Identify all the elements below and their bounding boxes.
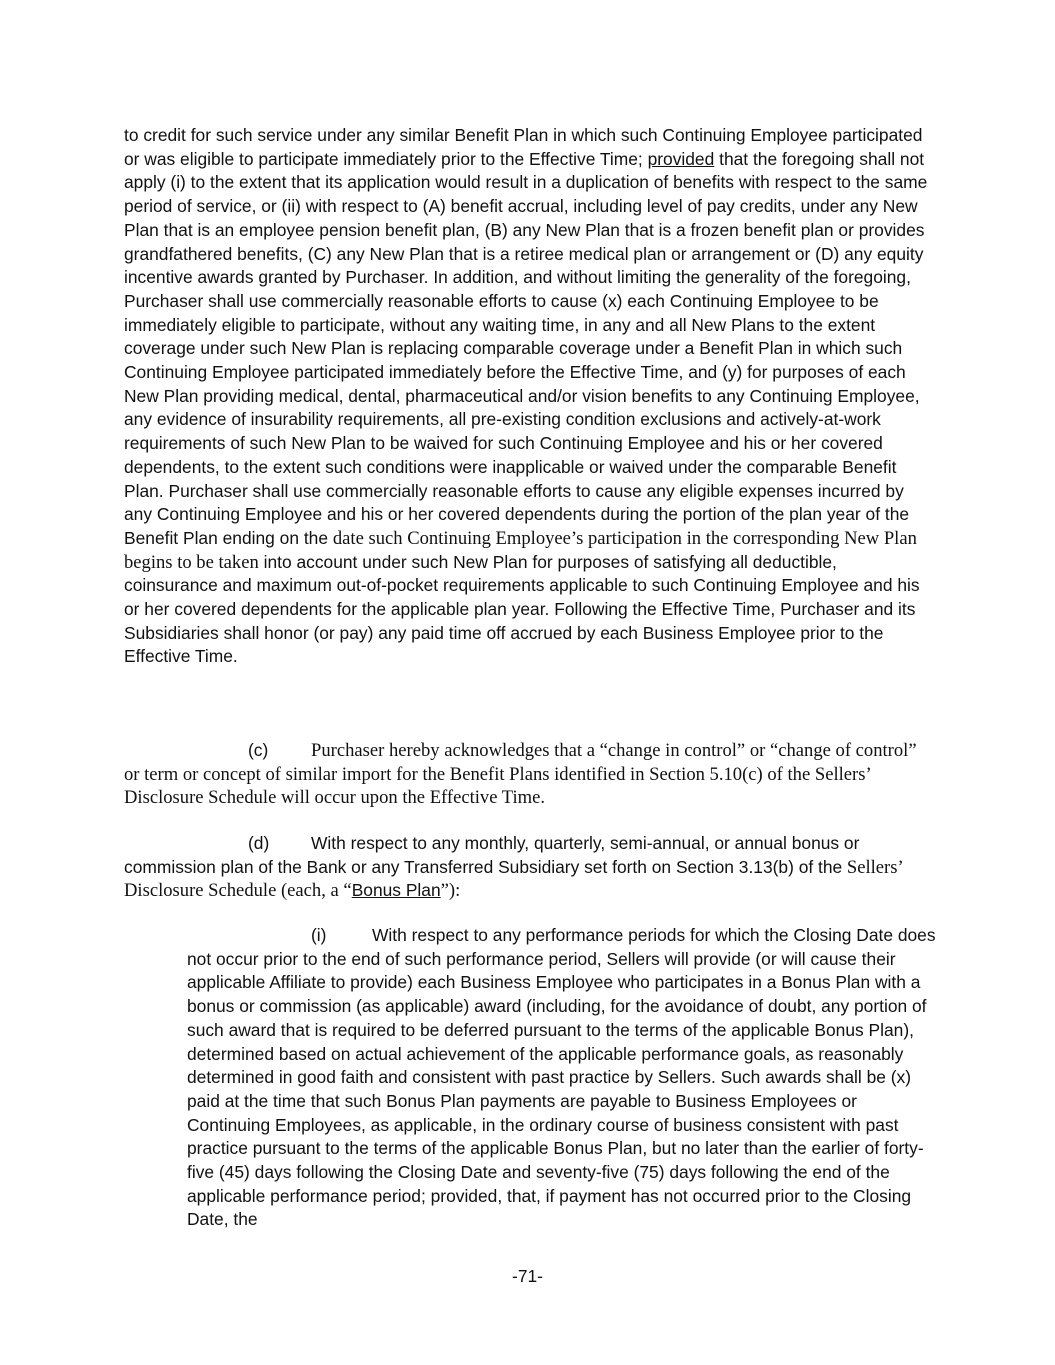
paragraph-text: that the foregoing shall not apply (i) to the extent that its application would result in a duplication of benefits with respect to the same period of service, or (ii) with respect to (A) benefit accrual, including level of pay credits, under any New Plan that is an employee pension benefit plan, (B) any New Plan that is a frozen benefit plan or provides grandfathered benefits, (C) any New Plan that is a retiree medical plan or arrangement or (D) any equity incentive awards granted by Purchaser. In addition, and without limiting the generality of the foregoing, Purchaser shall use commercially reasonable efforts to cause (x) each Continuing Employee to be immediately eligible to participate, without any waiting time, in any and all New Plans to the extent coverage under such New Plan is replacing comparable coverage under a Benefit Plan in which such Continuing Employee participated immediately before the Effective Time, and (y) for purposes of each New Plan providing medical, dental, pharmaceutical and/or vision benefits to any Continuing Employee, any evidence of insurability requirements, all pre-existing condition exclusions and actively-at-work requirements of such New Plan to be waived for such Continuing Employee and his or her covered dependents, to the extent such conditions were inapplicable or waived under the comparable Benefit Plan. Purchaser shall use commercially reasonable efforts to cause any eligible expenses incurred by any Continuing Employee and his or her covered dependents during the portion of the plan year of the Benefit Plan ending on the (124, 148, 928, 548)
paragraph-c-change-in-control (124, 739, 932, 810)
paragraph-text-serif: date such Continuing Employee’s participation in the corresponding New Plan begins to be taken (124, 527, 917, 573)
paragraph-benefit-plan-service-credit (124, 124, 932, 669)
paragraph-text: Purchaser hereby acknowledges that a “change in control” or “change of control” or term or concept of similar import for the Benefit Plans identified in Section 5.10(c) of the Sellers’ Disclosure Schedule will occur upon the Effective Time. (124, 740, 917, 809)
page-number: -71- (512, 1266, 543, 1286)
provided-term: provided (647, 148, 715, 169)
bonus-plan-defined-term: Bonus Plan (351, 880, 441, 901)
section-marker-c: (c) (248, 740, 269, 760)
section-marker-d: (d) (248, 833, 270, 853)
paragraph-text-serif: ”): (440, 880, 461, 902)
paragraph-text: With respect to any performance periods for which the Closing Date does not occur prior to the end of such performance period, Sellers will provide (or will cause their applicable Affiliate to provide) each Business Employee who participates in a Bonus Plan with a bonus or commission (as applicable) award (including, for the avoidance of doubt, any portion of such award that is required to be deferred pursuant to the terms of the applicable Bonus Plan), determined based on actual achievement of the applicable performance goals, as reasonably determined in good faith and consistent with past practice by Sellers. Such awards shall be (x) paid at the time that such Bonus Plan payments are payable to Business Employees or Continuing Employees, as applicable, in the ordinary course of business consistent with past practice pursuant to the terms of the applicable Bonus Plan, but no later than the earlier of forty-five (45) days following the Closing Date and seventy-five (75) days following the end of the applicable performance period; provided, that, if payment has not occurred prior to the Closing Date, the (187, 925, 936, 1230)
section-marker-i: (i) (311, 925, 327, 945)
paragraph-text: to credit for such service under any similar Benefit Plan in which such Continuing Employee participated or was eligible to participate immediately prior to the Effective Time; (124, 125, 923, 169)
paragraph-d-bonus-plan (124, 832, 932, 903)
paragraph-text-serif: Sellers’ Disclosure Schedule (each, a “ (124, 856, 903, 902)
paragraph-text: into account under such New Plan for purposes of satisfying all deductible, coinsurance and maximum out-of-pocket requirements applicable to such Continuing Employee and his or her covered dependents for the applicable plan year. Following the Effective Time, Purchaser and its Subsidiaries shall honor (or pay) any paid time off accrued by each Business Employee prior to the Effective Time. (124, 551, 920, 667)
paragraph-text: With respect to any monthly, quarterly, semi-annual, or annual bonus or commission plan of the Bank or any Transferred Subsidiary set forth on Section 3.13(b) of the (124, 833, 860, 877)
paragraph-i-performance-periods (187, 924, 937, 1232)
